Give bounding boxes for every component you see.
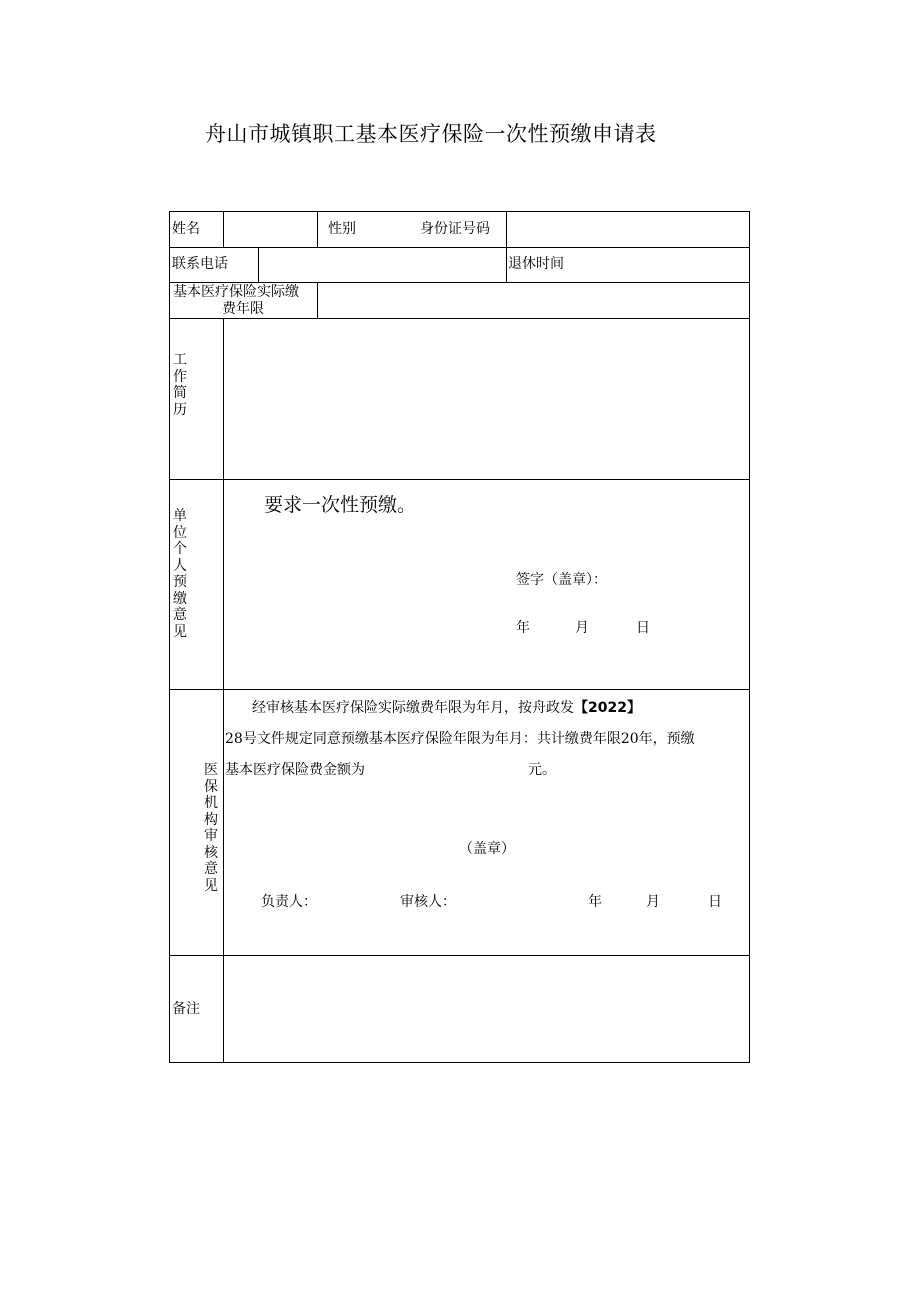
opinion-label: 单位个人预缴意见: [173, 508, 187, 640]
contribution-years-label-line1: 基本医疗保险实际缴: [173, 284, 299, 300]
review-line-1-bracket: 【2022】: [574, 700, 641, 716]
review-date-year-label: 年: [588, 894, 602, 910]
opinion-text: 要求一次性预缴。: [264, 494, 417, 516]
phone-label: 联系电话: [172, 256, 228, 272]
date-month-label: 月: [575, 620, 589, 636]
review-stamp-label: （盖章）: [459, 841, 515, 857]
gender-field[interactable]: [360, 212, 415, 247]
name-label: 姓名: [172, 221, 200, 237]
retire-date-field[interactable]: [572, 248, 749, 282]
table-row-line: [169, 689, 750, 690]
table-col-line: [317, 211, 318, 247]
review-date-month-label: 月: [646, 894, 660, 910]
responsible-person-label: 负责人：: [261, 894, 317, 910]
review-opinion-label: 医保机构审核意见: [204, 762, 218, 894]
review-line-3: 基本医疗保险费金额为: [225, 762, 365, 778]
date-day-label: 日: [636, 620, 650, 636]
review-line-1-text: 经审核基本医疗保险实际缴费年限为年月，按舟政发: [252, 700, 574, 716]
signature-label: 签字（盖章）：: [516, 572, 607, 588]
review-line-1: [252, 701, 641, 715]
review-line-2: 28号文件规定同意预缴基本医疗保险年限为年月：共计缴费年限20年，预缴: [225, 731, 695, 747]
gender-label: 性别: [328, 221, 356, 237]
remarks-field[interactable]: [224, 956, 749, 1062]
contribution-years-field[interactable]: [318, 283, 749, 318]
table-row-line: [169, 479, 750, 480]
page-title: 舟山市城镇职工基本医疗保险一次性预缴申请表: [205, 122, 657, 146]
table-border-right: [749, 211, 750, 1063]
name-field[interactable]: [224, 212, 317, 247]
contribution-years-label-line2: 费年限: [222, 301, 264, 317]
retire-date-label: 退休时间: [508, 256, 564, 272]
remarks-label: 备注: [172, 1001, 200, 1017]
work-history-field[interactable]: [224, 319, 749, 479]
reviewer-label: 审核人：: [400, 894, 456, 910]
id-number-field[interactable]: [507, 212, 749, 247]
date-year-label: 年: [516, 620, 530, 636]
id-number-label: 身份证号码: [420, 221, 490, 237]
phone-field[interactable]: [259, 248, 506, 282]
review-date-day-label: 日: [708, 894, 722, 910]
work-history-label: 工作简历: [173, 352, 187, 418]
table-border-bottom: [169, 1062, 750, 1063]
review-line-3-unit: 元。: [528, 762, 556, 778]
table-border-left: [169, 211, 170, 1063]
